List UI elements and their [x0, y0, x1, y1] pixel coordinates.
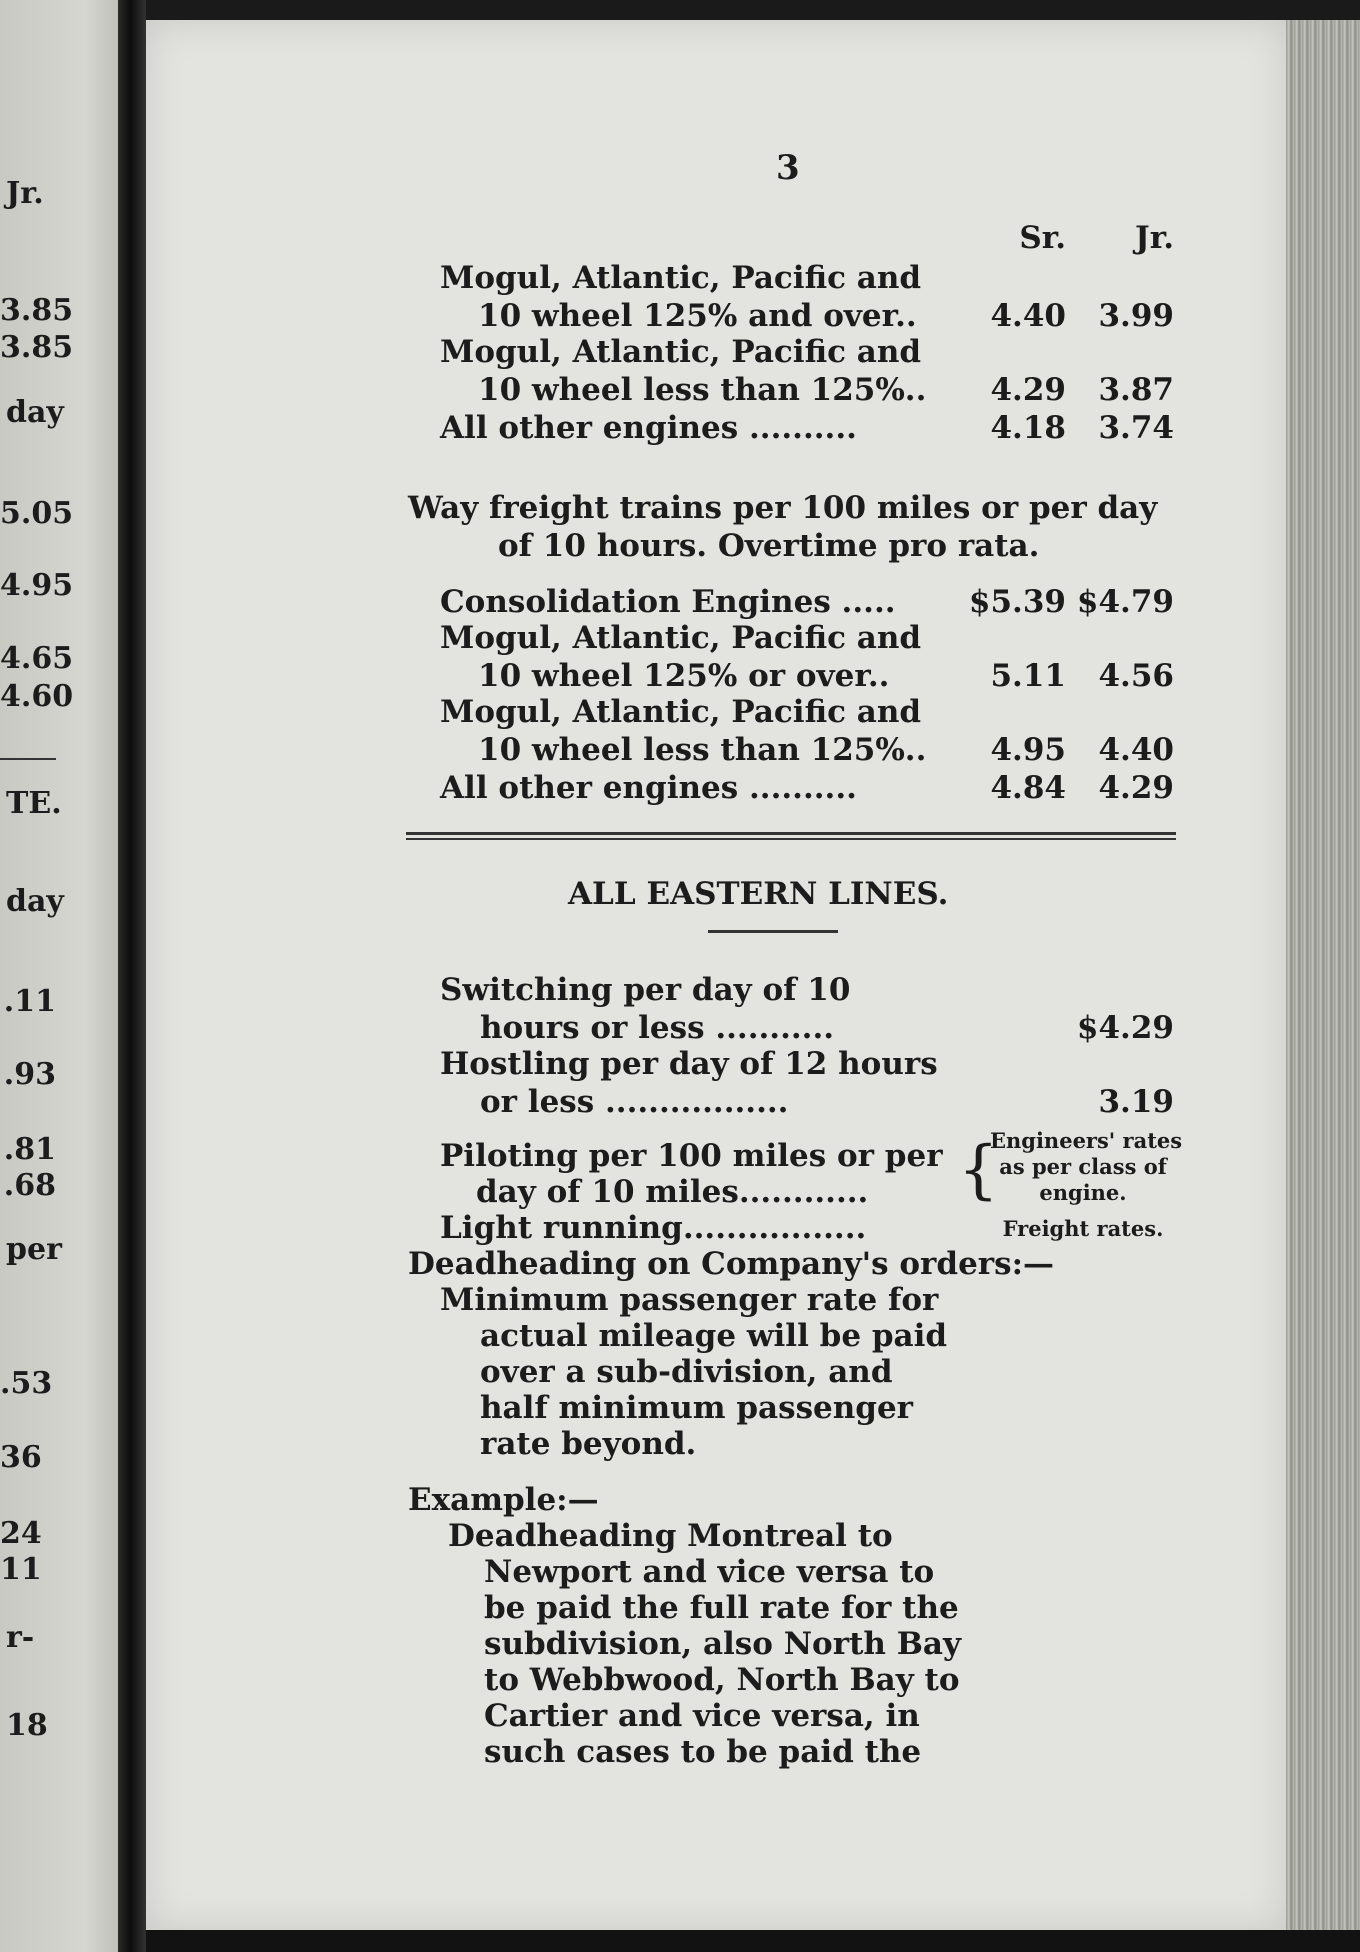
jr-header: Jr. — [1135, 220, 1174, 256]
left-page-item: 3.85 — [0, 293, 74, 328]
text-line: be paid the full rate for the — [484, 1590, 959, 1626]
jr-rate: $4.79 — [1076, 584, 1174, 620]
left-page-item: 36 — [0, 1440, 42, 1475]
section-heading: Deadheading on Company's orders:— — [408, 1246, 1055, 1282]
page-edges — [1286, 20, 1360, 1930]
rate-line: Consolidation Engines ..... — [440, 584, 896, 620]
left-page — [0, 0, 122, 1952]
rate-value: $4.29 — [1076, 1010, 1174, 1046]
sr-rate: 4.18 — [990, 410, 1066, 446]
left-page-item: TE. — [6, 786, 62, 821]
left-page-item: .11 — [3, 984, 56, 1019]
left-page-item: 4.95 — [0, 568, 74, 603]
text-line: Minimum passenger rate for — [440, 1282, 939, 1318]
jr-rate: 3.87 — [1098, 372, 1174, 408]
rate-line: Hostling per day of 12 hours — [440, 1046, 938, 1082]
note-line: as per class of — [999, 1154, 1167, 1179]
left-page-item: 24 — [0, 1516, 42, 1551]
left-page-item: .68 — [3, 1168, 56, 1203]
page-number: 3 — [776, 148, 800, 188]
text-line: actual mileage will be paid — [480, 1318, 948, 1354]
brace: { — [958, 1133, 999, 1207]
text-line: Newport and vice versa to — [484, 1554, 935, 1590]
left-page-item: r- — [6, 1620, 35, 1655]
text-line: half minimum passenger — [480, 1390, 914, 1426]
text-line: Cartier and vice versa, in — [484, 1698, 920, 1734]
rate-line: 10 wheel 125% and over.. — [478, 298, 917, 334]
book-gutter — [118, 0, 146, 1952]
rate-value: 3.19 — [1098, 1084, 1174, 1120]
rate-line: Piloting per 100 miles or per — [440, 1138, 943, 1174]
left-page-item: .53 — [0, 1366, 53, 1401]
text-line: subdivision, also North Bay — [484, 1626, 962, 1662]
rate-line: Mogul, Atlantic, Pacific and — [440, 334, 922, 370]
sr-rate: 4.40 — [990, 298, 1066, 334]
left-page-item: .93 — [3, 1057, 56, 1092]
rate-line: Light running................. — [440, 1210, 867, 1246]
rate-line: or less ................. — [480, 1084, 789, 1120]
left-page-item: per — [6, 1232, 62, 1267]
left-page-item: day — [6, 395, 64, 430]
left-page-item: 18 — [6, 1708, 48, 1743]
rate-line: Switching per day of 10 — [440, 972, 851, 1008]
section-title: ALL EASTERN LINES. — [568, 876, 949, 912]
rate-line: All other engines .......... — [440, 770, 857, 806]
sr-rate: 4.29 — [990, 372, 1066, 408]
jr-rate: 3.74 — [1098, 410, 1174, 446]
left-page-rule — [0, 758, 56, 760]
right-page — [146, 20, 1286, 1930]
bottom-edge — [146, 1930, 1360, 1952]
section-divider — [406, 838, 1176, 840]
note-line: Engineers' rates — [990, 1128, 1183, 1153]
rate-line: Mogul, Atlantic, Pacific and — [440, 260, 922, 296]
text-line: such cases to be paid the — [484, 1734, 922, 1770]
example-heading: Example:— — [408, 1482, 599, 1518]
rate-line: 10 wheel less than 125%.. — [478, 372, 927, 408]
sr-rate: 5.11 — [990, 658, 1066, 694]
left-page-item: 11 — [0, 1552, 42, 1587]
section-divider — [406, 832, 1176, 835]
sr-rate: 4.84 — [990, 770, 1066, 806]
rate-line: Mogul, Atlantic, Pacific and — [440, 694, 922, 730]
left-page-item: day — [6, 884, 64, 919]
text-line: Deadheading Montreal to — [448, 1518, 893, 1554]
left-page-item: 4.65 — [0, 641, 74, 676]
left-page-item: .81 — [3, 1132, 56, 1167]
left-page-item: Jr. — [6, 176, 44, 211]
note-line: Freight rates. — [1002, 1216, 1164, 1241]
rate-line: 10 wheel 125% or over.. — [478, 658, 890, 694]
rate-line: Mogul, Atlantic, Pacific and — [440, 620, 922, 656]
left-page-item: 3.85 — [0, 330, 74, 365]
jr-rate: 3.99 — [1098, 298, 1174, 334]
title-underline — [708, 930, 838, 933]
rate-line: day of 10 miles............ — [476, 1174, 869, 1210]
left-page-item: 5.05 — [0, 496, 74, 531]
text-line: over a sub-division, and — [480, 1354, 893, 1390]
note-line: engine. — [1039, 1180, 1127, 1205]
jr-rate: 4.56 — [1098, 658, 1174, 694]
text-line: rate beyond. — [480, 1426, 697, 1462]
sr-rate: $5.39 — [968, 584, 1066, 620]
jr-rate: 4.40 — [1098, 732, 1174, 768]
rate-line: hours or less ........... — [480, 1010, 835, 1046]
rate-line: All other engines .......... — [440, 410, 857, 446]
sr-header: Sr. — [1019, 220, 1066, 256]
left-page-item: 4.60 — [0, 679, 74, 714]
rate-line: 10 wheel less than 125%.. — [478, 732, 927, 768]
section-heading: Way freight trains per 100 miles or per day — [408, 490, 1158, 526]
section-heading: of 10 hours. Overtime pro rata. — [498, 528, 1040, 564]
text-line: to Webbwood, North Bay to — [484, 1662, 960, 1698]
sr-rate: 4.95 — [990, 732, 1066, 768]
jr-rate: 4.29 — [1098, 770, 1174, 806]
